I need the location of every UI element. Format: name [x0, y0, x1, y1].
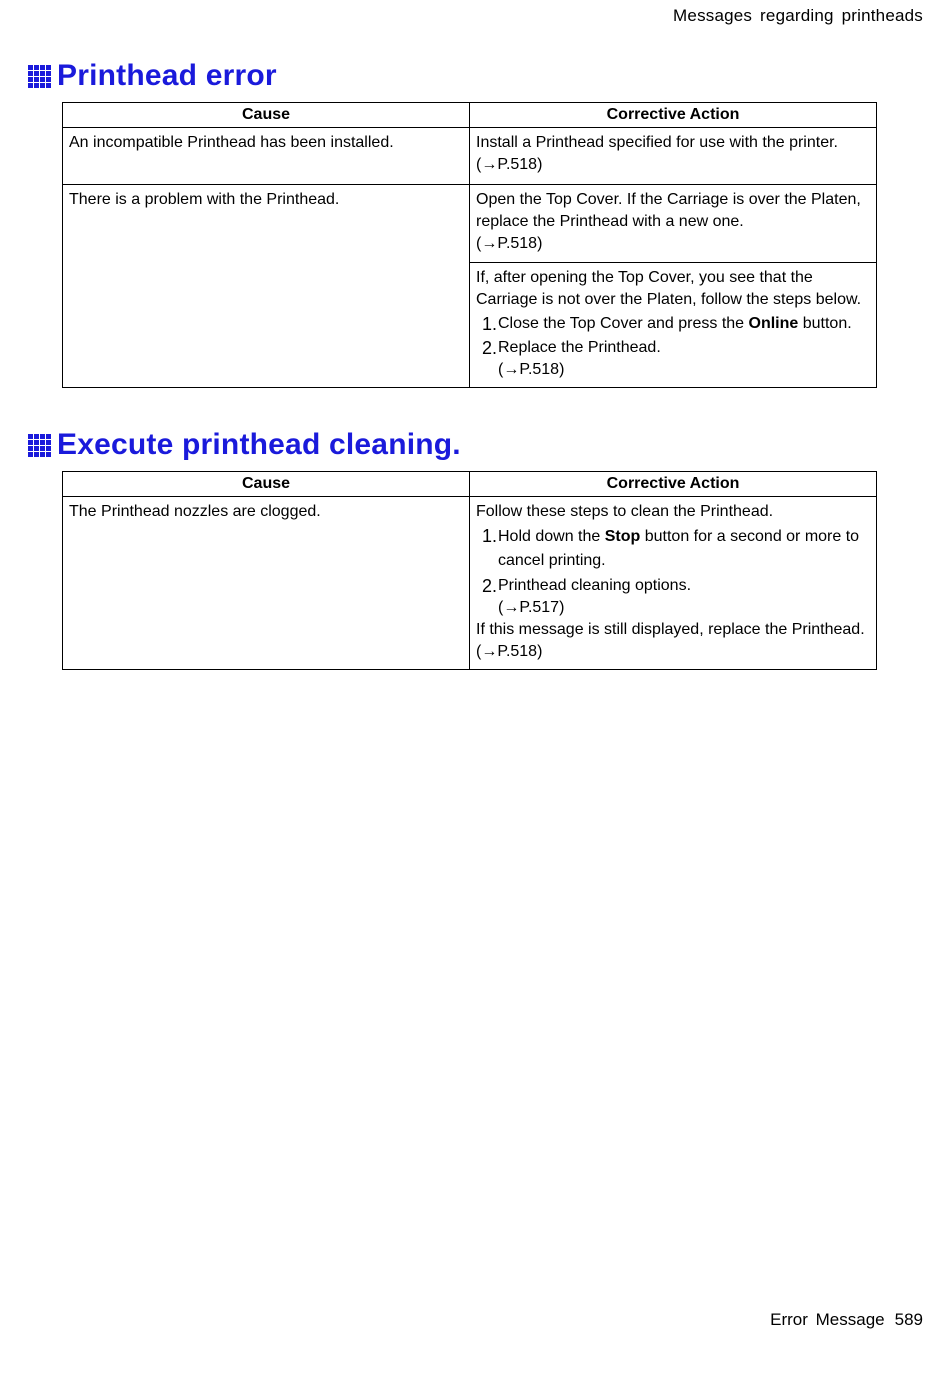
button-name-online: Online: [748, 315, 799, 332]
page-number: 589: [894, 1310, 923, 1329]
action-cell: [470, 185, 877, 263]
step-item: [476, 575, 870, 619]
action-text: Follow these steps to clean the Printhead.: [476, 503, 774, 520]
action-text: Open the Top Cover. If the Carriage is over the Platen, replace the Printhead with a new one.: [476, 191, 861, 230]
action-text: Install a Printhead specified for use with the printer.: [476, 134, 838, 151]
cause-text: An incompatible Printhead has been installed.: [69, 134, 394, 151]
section-title-text: Execute printhead cleaning.: [57, 428, 461, 461]
cause-cell: [63, 497, 470, 670]
column-header-corrective-action: Corrective Action: [470, 103, 877, 128]
button-name-stop: Stop: [604, 528, 641, 545]
step-number: 2.: [481, 576, 497, 596]
page-reference: (→P.518): [498, 361, 565, 378]
table-row: [63, 497, 877, 670]
table-row: [63, 128, 877, 185]
cause-cell: [63, 185, 470, 388]
table-row: [63, 185, 877, 263]
section-grid-icon: [28, 65, 51, 88]
page-reference: (→P.517): [498, 599, 565, 616]
action-cell: [470, 128, 877, 185]
running-header: Messages regarding printheads: [673, 6, 923, 25]
step-number: 1.: [481, 526, 497, 546]
column-header-cause: Cause: [63, 472, 470, 497]
action-text: If, after opening the Top Cover, you see that the Carriage is not over the Platen, follow the steps below.: [476, 269, 862, 308]
step-item: [476, 525, 870, 573]
followup-text: If this message is still displayed, replace the Printhead.: [476, 621, 865, 638]
table-header-row: [63, 103, 877, 128]
section-grid-icon: [28, 434, 51, 457]
cause-cell: [63, 128, 470, 185]
footer-chapter: Error Message: [770, 1310, 885, 1329]
cause-text: The Printhead nozzles are clogged.: [69, 503, 321, 520]
action-cell: [470, 263, 877, 388]
step-item: [476, 337, 870, 381]
section-title-execute-cleaning: [28, 428, 461, 462]
cause-text: There is a problem with the Printhead.: [69, 191, 340, 208]
column-header-corrective-action: Corrective Action: [470, 472, 877, 497]
step-number: 2.: [481, 338, 497, 358]
table-header-row: [63, 472, 877, 497]
column-header-cause: Cause: [63, 103, 470, 128]
step-text: Replace the Printhead. (→P.518): [498, 337, 870, 381]
page-reference: (→P.518): [476, 643, 543, 660]
step-text: Printhead cleaning options. (→P.517): [498, 575, 870, 619]
step-text: Hold down the Stop button for a second or more to cancel printing.: [498, 528, 860, 569]
page-reference: (→P.518): [476, 235, 543, 252]
action-cell: [470, 497, 877, 670]
section-title-text: Printhead error: [57, 59, 277, 92]
step-text: Close the Top Cover and press the Online button.: [498, 315, 852, 332]
step-number: 1.: [481, 314, 497, 334]
step-item: [476, 313, 870, 335]
section-title-printhead-error: [28, 59, 277, 93]
running-footer: [770, 1310, 923, 1330]
execute-cleaning-table: [62, 471, 877, 670]
printhead-error-table: [62, 102, 877, 388]
page-reference: (→P.518): [476, 156, 543, 173]
